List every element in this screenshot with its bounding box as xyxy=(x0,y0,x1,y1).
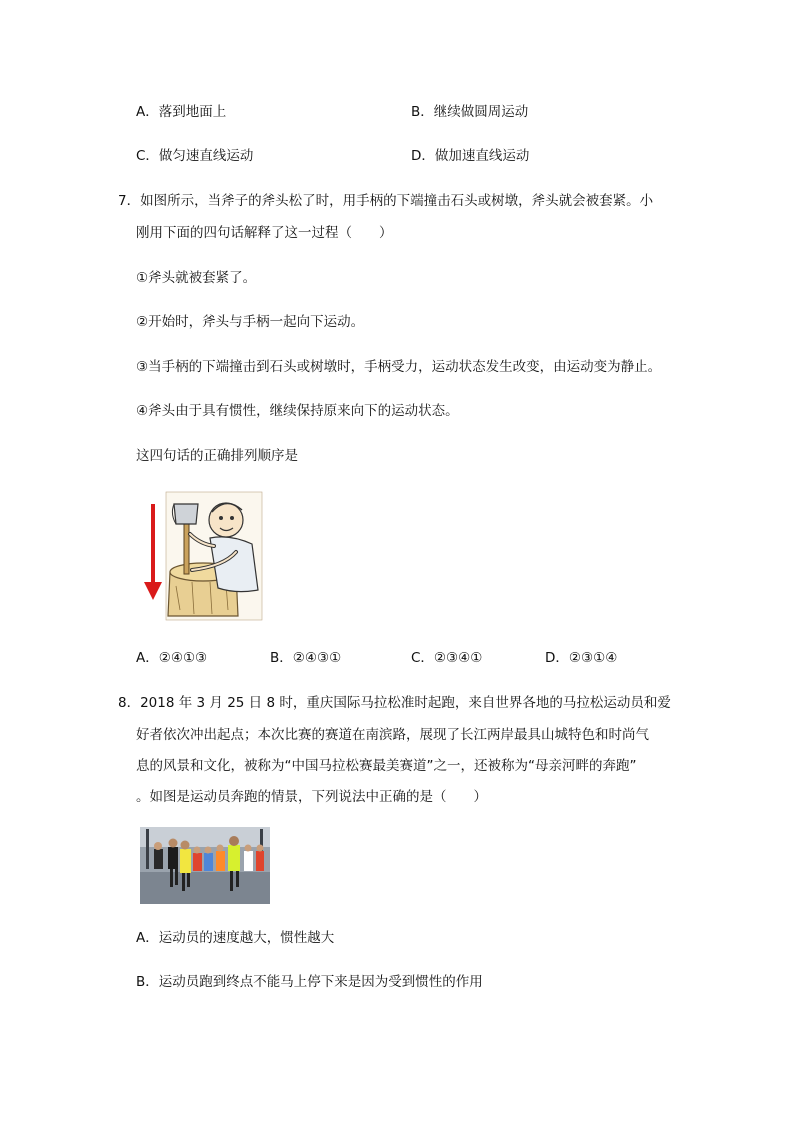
q7-stem-line-1: 7．如图所示，当斧子的斧头松了时，用手柄的下端撞击石头或树墩，斧头就会被套紧。小 xyxy=(118,193,654,209)
q6-option-d: D．做加速直线运动 xyxy=(411,148,530,164)
q8-stem-line-4: 。如图是运动员奔跑的情景，下列说法中正确的是（ ） xyxy=(136,789,487,805)
q8-stem-line-1: 8．2018 年 3 月 25 日 8 时，重庆国际马拉松准时起跑，来自世界各地的马拉松运动员和爱 xyxy=(118,695,671,711)
q7-option-b: B．②④③① xyxy=(270,650,342,666)
q7-order-prompt: 这四句话的正确排列顺序是 xyxy=(136,448,298,464)
q8-stem-line-3: 息的风景和文化，被称为“中国马拉松赛最美赛道”之一，还被称为“母亲河畔的奔跑” xyxy=(136,758,637,774)
q8-option-a: A．运动员的速度越大，惯性越大 xyxy=(136,930,335,946)
q6-option-a: A．落到地面上 xyxy=(136,104,227,120)
q7-option-a: A．②④①③ xyxy=(136,650,208,666)
q7-option-d: D．②③①④ xyxy=(545,650,618,666)
q6-option-b: B．继续做圆周运动 xyxy=(411,104,529,120)
q7-stem-line-2: 刚用下面的四句话解释了这一过程（ ） xyxy=(136,225,393,241)
q7-sentence-3: ③当手柄的下端撞击到石头或树墩时，手柄受力，运动状态发生改变，由运动变为静止。 xyxy=(136,359,662,375)
q7-option-c: C．②③④① xyxy=(411,650,483,666)
q7-sentence-4: ④斧头由于具有惯性，继续保持原来向下的运动状态。 xyxy=(136,403,459,419)
marathon-photo xyxy=(140,827,270,904)
q7-sentence-1: ①斧头就被套紧了。 xyxy=(136,270,257,286)
q7-sentence-2: ②开始时，斧头与手柄一起向下运动。 xyxy=(136,314,365,330)
marathon-photo-svg xyxy=(140,827,270,904)
q8-option-b: B．运动员跑到终点不能马上停下来是因为受到惯性的作用 xyxy=(136,974,483,990)
q6-option-c: C．做匀速直线运动 xyxy=(136,148,254,164)
q8-stem-line-2: 好者依次冲出起点；本次比赛的赛道在南滨路，展现了长江两岸最具山城特色和时尚气 xyxy=(136,727,649,743)
axe-illustration xyxy=(140,490,264,622)
down-arrow-head xyxy=(144,582,162,600)
axe-figure-svg xyxy=(140,490,264,622)
